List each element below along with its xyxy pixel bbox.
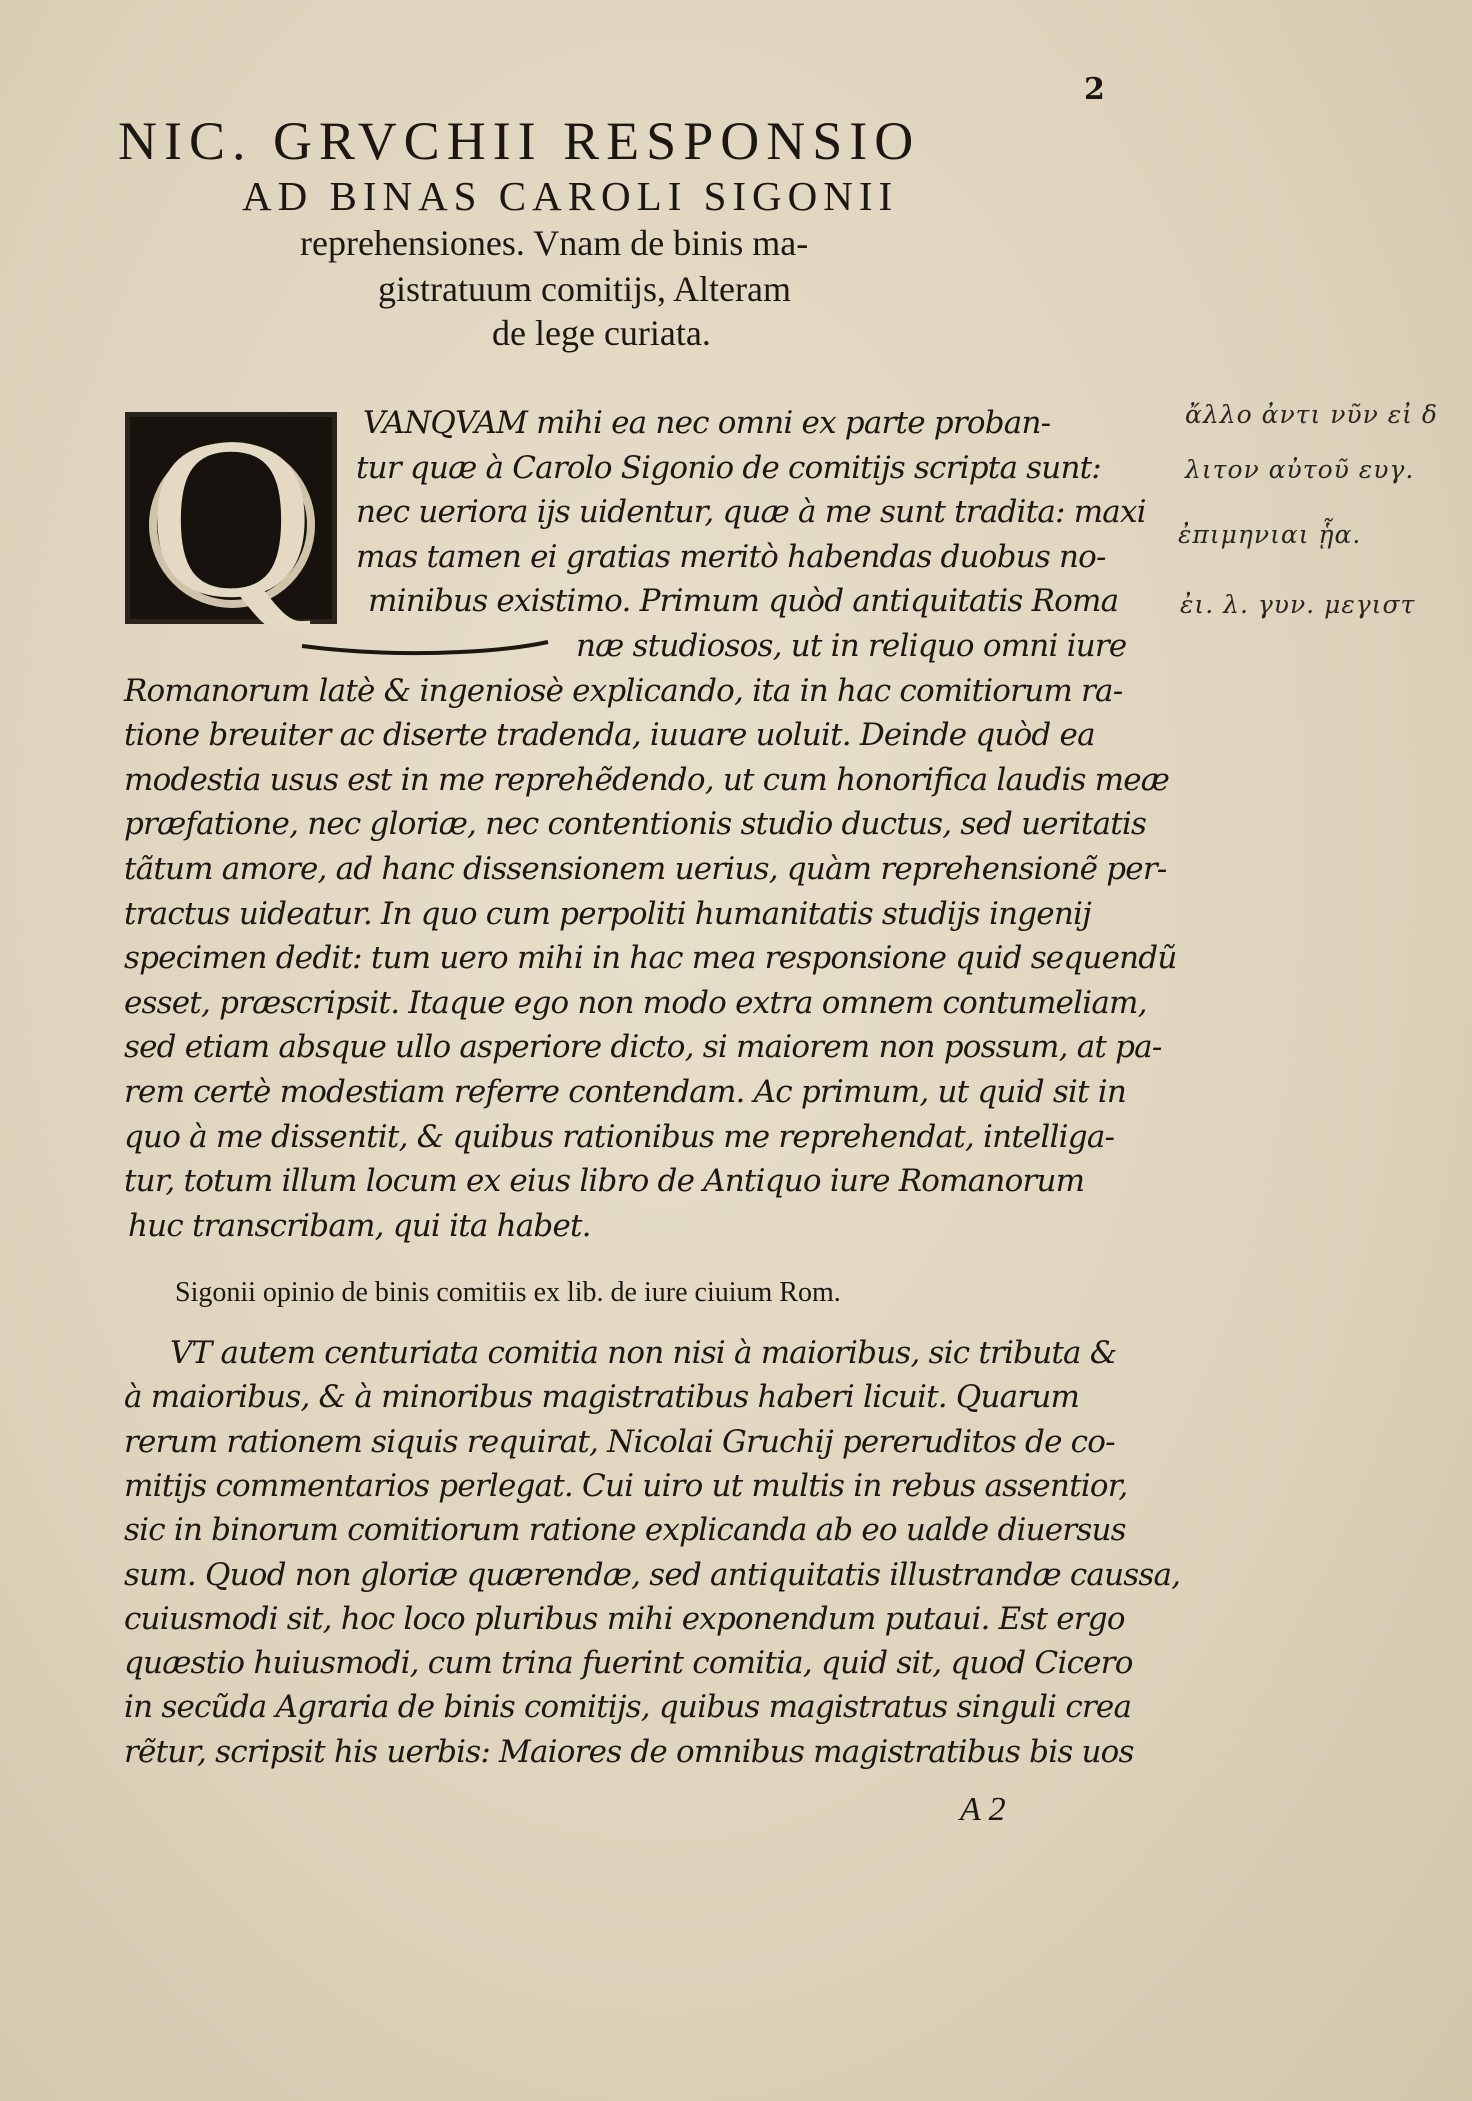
section-line: VT autem centuriata comitia non nisi à maioribus, sic tributa & (170, 1335, 1117, 1371)
body-line: modestia usus est in me reprehẽdendo, ut cum honorifica laudis meæ (124, 761, 1170, 798)
body-line: quo à me dissentit, & quibus rationibus me reprehendat, intelliga- (124, 1118, 1115, 1155)
decorated-initial (125, 390, 337, 645)
title-line-3: reprehensiones. Vnam de binis ma- (300, 223, 809, 263)
section-line: in secũda Agraria de binis comitijs, quibus magistratus singuli crea (124, 1689, 1132, 1726)
section-line: sum. Quod non gloriæ quærendæ, sed antiquitatis illustrandæ caussa, (124, 1556, 1181, 1593)
section-line: à maioribus, & à minoribus magistratibus haberi licuit. Quarum (124, 1379, 1080, 1416)
body-line: tãtum amore, ad hanc dissensionem uerius, quàm reprehensionẽ per- (124, 851, 1167, 887)
body-line: tione breuiter ac diserte tradenda, iuuare uoluit. Deinde quòd ea (124, 717, 1095, 754)
page-number: 2 (1084, 72, 1105, 107)
body-line: præfatione, nec gloriæ, nec contentionis studio ductus, sed ueritatis (124, 806, 1147, 843)
body-line: tur quæ à Carolo Sigonio de comitijs scripta sunt: (356, 449, 1101, 486)
section-line: mitijs commentarios perlegat. Cui uiro ut multis in rebus assentior, (124, 1467, 1128, 1504)
margin-note: ἐπιμηνιαι ᾗα. (1178, 520, 1362, 549)
body-line: næ studiosos, ut in reliquo omni iure (576, 628, 1127, 664)
section-line: cuiusmodi sit, hoc loco pluribus mihi exponendum putaui. Est ergo (124, 1600, 1125, 1637)
title-line-1: NIC. GRVCHII RESPONSIO (118, 111, 921, 171)
body-line: tur, totum illum locum ex eius libro de Antiquo iure Romanorum (124, 1163, 1085, 1200)
body-line: huc transcribam, qui ita habet. (128, 1207, 591, 1244)
body-line: minibus existimo. Primum quòd antiquitatis Roma (368, 583, 1119, 620)
section-line: rẽtur, scripsit his uerbis: Maiores de omnibus magistratibus bis uos (124, 1733, 1134, 1770)
margin-note: ἄλλο ἀντι νῦν εἰ δ (1185, 400, 1438, 429)
section-heading: Sigonii opinio de binis comitiis ex lib. de iure ciuium Rom. (175, 1277, 841, 1308)
initial-letter: Q (147, 390, 315, 645)
title-line-2: AD BINAS CAROLI SIGONII (242, 173, 899, 219)
section-line: rerum rationem siquis requirat, Nicolai Gruchij pereruditos de co- (124, 1423, 1115, 1460)
section-line: sic in binorum comitiorum ratione explicanda ab eo ualde diuersus (124, 1512, 1126, 1549)
body-line: mas tamen ei gratias meritò habendas duobus no- (356, 538, 1106, 575)
initial-tail-flourish (300, 640, 550, 656)
margin-note: ἐι. λ. γυν. μεγιστ (1180, 590, 1416, 619)
body-line: rem certè modestiam referre contendam. Ac primum, ut quid sit in (124, 1074, 1127, 1110)
title-line-5: de lege curiata. (492, 313, 711, 353)
body-line: VANQVAM mihi ea nec omni ex parte proban- (363, 405, 1051, 441)
body-line: Romanorum latè & ingeniosè explicando, ita in hac comitiorum ra- (124, 672, 1123, 709)
body-line: tractus uideatur. In quo cum perpoliti humanitatis studijs ingenij (124, 895, 1091, 932)
body-line: sed etiam absque ullo asperiore dicto, si maiorem non possum, at pa- (124, 1029, 1162, 1066)
margin-note: λιτον αὐτοῦ ευγ. (1185, 455, 1415, 484)
signature-mark: A 2 (960, 1791, 1006, 1828)
title-line-4: gistratuum comitijs, Alteram (378, 269, 791, 309)
section-line: quæstio huiusmodi, cum trina fuerint comitia, quid sit, quod Cicero (124, 1645, 1133, 1682)
body-line: esset, præscripsit. Itaque ego non modo extra omnem contumeliam, (124, 984, 1147, 1021)
body-line: specimen dedit: tum uero mihi in hac mea responsione quid sequendũ (124, 940, 1177, 977)
body-line: nec ueriora ijs uidentur, quæ à me sunt tradita: maxi (356, 494, 1146, 531)
